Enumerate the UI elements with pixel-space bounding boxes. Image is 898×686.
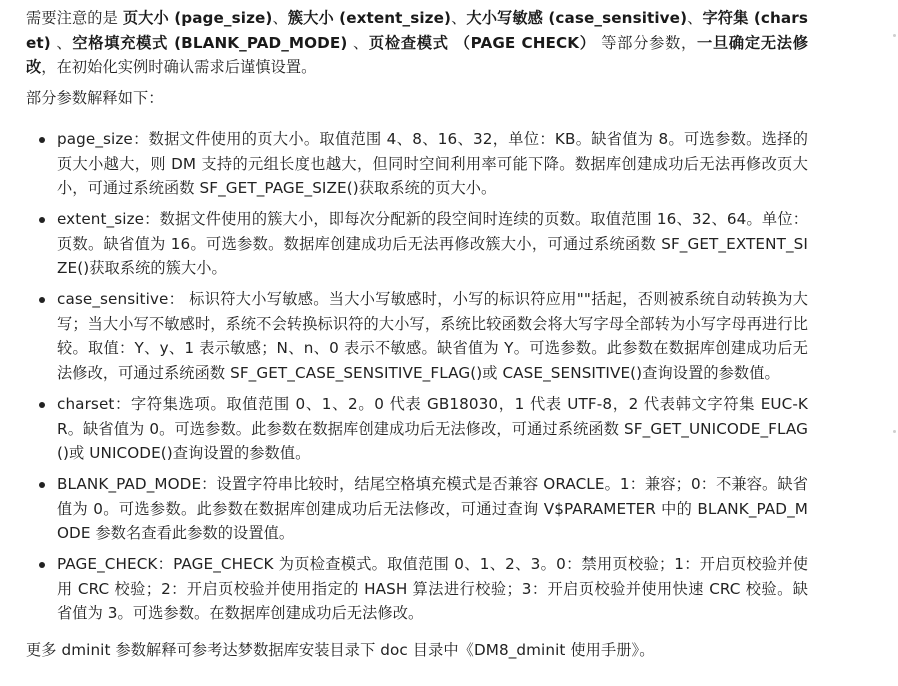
param-name-extent-size: 簇大小 (extent_size) [287, 9, 452, 27]
param-name-case-sensitive: 大小写敏感 (case_sensitive) [466, 9, 688, 27]
param-item-case-sensitive [26, 287, 808, 386]
param-item-page-check [26, 552, 808, 626]
edge-dot-icon [893, 34, 896, 37]
param-name-charset: 字符集 (charset) [26, 9, 808, 52]
param-description: page_size：数据文件使用的页大小。取值范围 4、8、16、32，单位：KB。缺省值为 8。可选参数。选择的页大小越大，则 DM 支持的元组长度也越大，但同时空间利用率可能下降。数据库创建成功后无法再修改页大小，可通过系统函数 SF_GET_PAGE_SIZE()获取系统的页大小。 [57, 129, 808, 198]
intro-emphasis: 一旦确定无法修改 [26, 33, 809, 77]
bullet-icon [39, 402, 45, 408]
param-description: charset：字符集选项。取值范围 0、1、2。0 代表 GB18030，1 代表 UTF-8，2 代表韩文字符集 EUC-KR。缺省值为 0。可选参数。此参数在数据库创建成功后无法修改，可通过系统函数 SF_GET_UNICODE_FLAG()或 UNICODE()查询设置的参数值。 [57, 394, 808, 463]
param-description: PAGE_CHECK：PAGE_CHECK 为页检查模式。取值范围 0、1、2、3。0：禁用页校验；1：开启页校验并使用 CRC 校验；2：开启页校验并使用指定的 HASH 算法进行校验；3：开启页校验并使用快速 CRC 校验。缺省值为 3。可选参数。在数据库创建成功后无法修改。 [57, 555, 808, 623]
bullet-icon [39, 562, 45, 568]
intro-lead: 需要注意的是 [26, 9, 123, 27]
bullet-icon [39, 217, 45, 223]
param-name-page-size: 页大小 (page_size) [122, 9, 273, 27]
param-description: extent_size：数据文件使用的簇大小，即每次分配新的段空间时连续的页数。取值范围 16、32、64。单位：页数。缺省值为 16。可选参数。数据库创建成功后无法再修改簇大小，可通过系统函数 SF_GET_EXTENT_SIZE()获取系统的簇大小。 [57, 209, 808, 278]
intro-middle: 等部分参数， [595, 33, 698, 52]
explain-heading: 部分参数解释如下： [26, 89, 164, 108]
bullet-icon [39, 482, 45, 488]
intro-separator: 、 [451, 9, 467, 27]
intro-separator: 、 [347, 33, 369, 52]
param-name-blank-pad-mode: 空格填充模式 (BLANK_PAD_MODE) [72, 33, 348, 52]
intro-tail: ，在初始化实例时确认需求后谨慎设置。 [41, 58, 317, 77]
param-name-page-check: 页检查模式 （PAGE CHECK） [368, 33, 596, 52]
intro-paragraph [26, 6, 808, 80]
param-item-page-size [26, 127, 808, 201]
intro-separator: 、 [50, 33, 73, 52]
param-description: BLANK_PAD_MODE：设置字符串比较时，结尾空格填充模式是否兼容 ORACLE。1：兼容；0：不兼容。缺省值为 0。可选参数。此参数在数据库创建成功后无法修改，可通过查询 V$PARAMETER 中的 BLANK_PAD_MODE 参数名查看此参数的设置值。 [57, 474, 808, 543]
footer-note: 更多 dminit 参数解释可参考达梦数据库安装目录下 doc 目录中《DM8_dminit 使用手册》。 [26, 641, 655, 660]
bullet-icon [39, 137, 45, 143]
param-item-extent-size [26, 207, 808, 281]
param-item-blank-pad-mode [26, 472, 808, 546]
param-list [26, 127, 808, 626]
bullet-icon [39, 297, 45, 303]
document-body [26, 6, 808, 663]
intro-separator: 、 [687, 9, 703, 27]
param-item-charset [26, 392, 808, 466]
edge-dot-icon [893, 430, 896, 433]
param-description: case_sensitive： 标识符大小写敏感。当大小写敏感时，小写的标识符应用""括起，否则被系统自动转换为大写；当大小写不敏感时，系统不会转换标识符的大小写，系统比较函数会将大写字母全部转为小写字母再进行比较。取值：Y、y、1 表示敏感；N、n、0 表示不敏感。缺省值为 Y。可选参数。此参数在数据库创建成功后无法修改，可通过系统函数 SF_GET_CASE_SENSITIVE_FLAG()或 CASE_SENSITIVE()查询设置的参数值。 [57, 290, 808, 383]
intro-separator: 、 [272, 9, 288, 27]
